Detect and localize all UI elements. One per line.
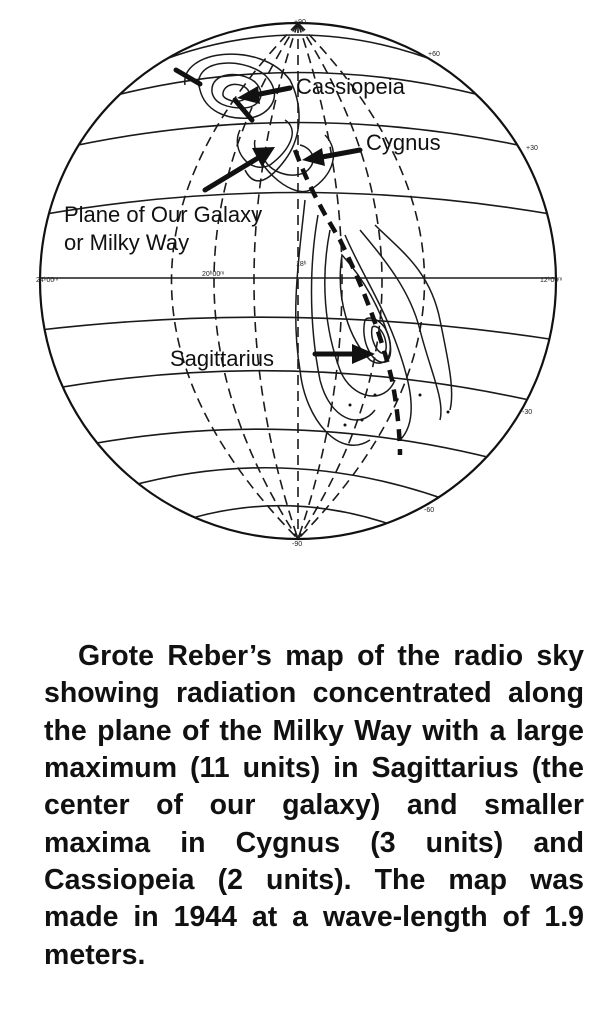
tick-ra-left: 24ʰ00ᵐ <box>36 277 59 284</box>
tick-plus60: +60 <box>428 51 440 58</box>
label-cassiopeia: Cassiopeia <box>296 74 405 99</box>
sagittarius-arrow <box>315 344 375 364</box>
tick-minus60: -60 <box>424 507 435 514</box>
tick-ra-mid: 20ʰ00ᵐ <box>202 271 225 278</box>
cassiopeia-arrow <box>176 70 290 120</box>
label-plane-line2: or Milky Way <box>64 230 190 255</box>
tick-bottom: -90 <box>292 541 303 548</box>
label-cygnus: Cygnus <box>366 130 441 155</box>
tick-ra-right: 12ʰ00ᵐ <box>540 277 563 284</box>
tick-ra-center: 18ʰ <box>296 261 307 268</box>
tick-minus30: -30 <box>522 409 533 416</box>
tick-top: +90 <box>294 19 306 26</box>
label-plane-line1: Plane of Our Galaxy <box>64 202 263 227</box>
tick-plus30: +30 <box>526 145 538 152</box>
label-sagittarius: Sagittarius <box>170 346 274 371</box>
figure-caption: Grote Reber’s map of the radio sky showing radiation concentrated along the plane of the Milky Way with a large maximum (11 units) in Sagittarius (the center of our galaxy) and smaller maxima in Cygnus (3 units) and Cassiopeia (2 units). The map was made in 1944 at a wave-length of 1.9 meters. <box>44 640 584 971</box>
